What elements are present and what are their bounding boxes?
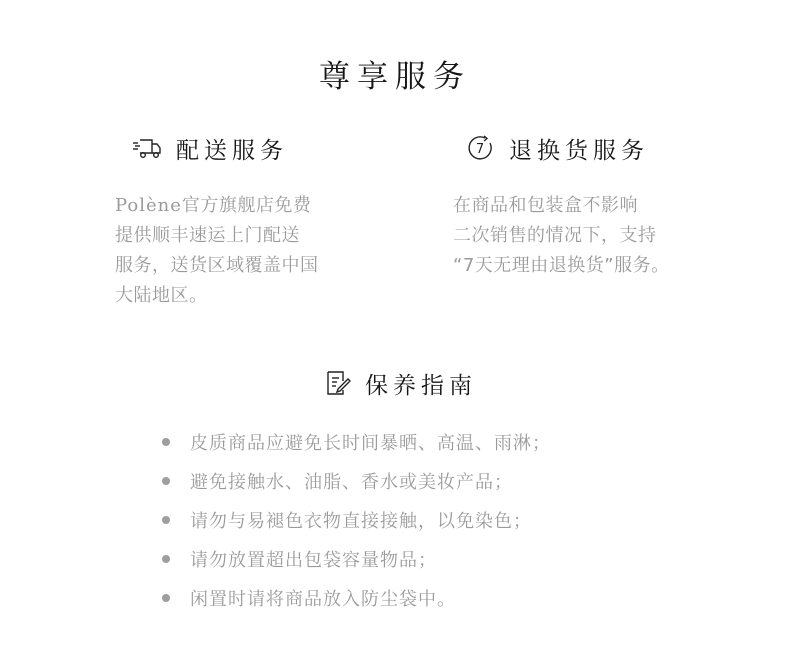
care-guide-header	[0, 364, 790, 402]
return-line-3: “7天无理由退换货”服务。	[453, 255, 670, 276]
brand-name: Polène	[115, 195, 182, 216]
bullet-dot-icon	[162, 594, 170, 602]
return-line-2: 二次销售的情况下，支持	[453, 225, 657, 246]
delivery-line-1	[115, 191, 435, 221]
list-item	[162, 500, 762, 539]
care-item-text: 避免接触水、油脂、香水或美妆产品；	[190, 471, 513, 493]
delivery-line-1-text: 官方旗舰店免费	[181, 195, 312, 216]
delivery-service-title: 配送服务	[176, 137, 288, 164]
delivery-service-header	[132, 130, 435, 166]
care-guide-section	[0, 364, 790, 610]
bullet-dot-icon	[162, 516, 170, 524]
return-service-description	[453, 191, 773, 281]
delivery-service-section	[115, 130, 435, 311]
bullet-dot-icon	[162, 555, 170, 563]
return-line-1: 在商品和包装盒不影响	[453, 195, 638, 216]
bullet-dot-icon	[162, 477, 170, 485]
delivery-truck-icon	[132, 133, 162, 163]
care-item-text: 请勿与易褪色衣物直接接触，以免染色；	[190, 510, 532, 532]
list-item	[162, 539, 762, 578]
return-service-header	[465, 130, 773, 166]
list-item	[162, 461, 762, 500]
page-title: 尊享服务	[319, 58, 471, 95]
care-guide-title: 保养指南	[365, 372, 477, 399]
return-icon-glyph: 7	[475, 142, 485, 157]
care-item-text: 皮质商品应避免长时间暴晒、高温、雨淋；	[190, 432, 551, 454]
seven-day-return-icon	[465, 133, 495, 163]
return-service-section	[453, 130, 773, 281]
care-item-text: 请勿放置超出包袋容量物品；	[190, 549, 437, 571]
list-item	[162, 422, 762, 461]
bullet-dot-icon	[162, 438, 170, 446]
care-guide-document-icon	[323, 368, 353, 398]
delivery-service-description	[115, 191, 435, 311]
delivery-line-3: 服务，送货区域覆盖中国	[115, 255, 319, 276]
delivery-line-2: 提供顺丰速运上门配送	[115, 225, 300, 246]
return-service-title: 退换货服务	[509, 137, 649, 164]
delivery-line-4: 大陆地区。	[115, 285, 208, 306]
list-item	[162, 578, 762, 617]
care-guide-list	[162, 422, 762, 617]
care-item-text: 闲置时请将商品放入防尘袋中。	[190, 588, 456, 610]
